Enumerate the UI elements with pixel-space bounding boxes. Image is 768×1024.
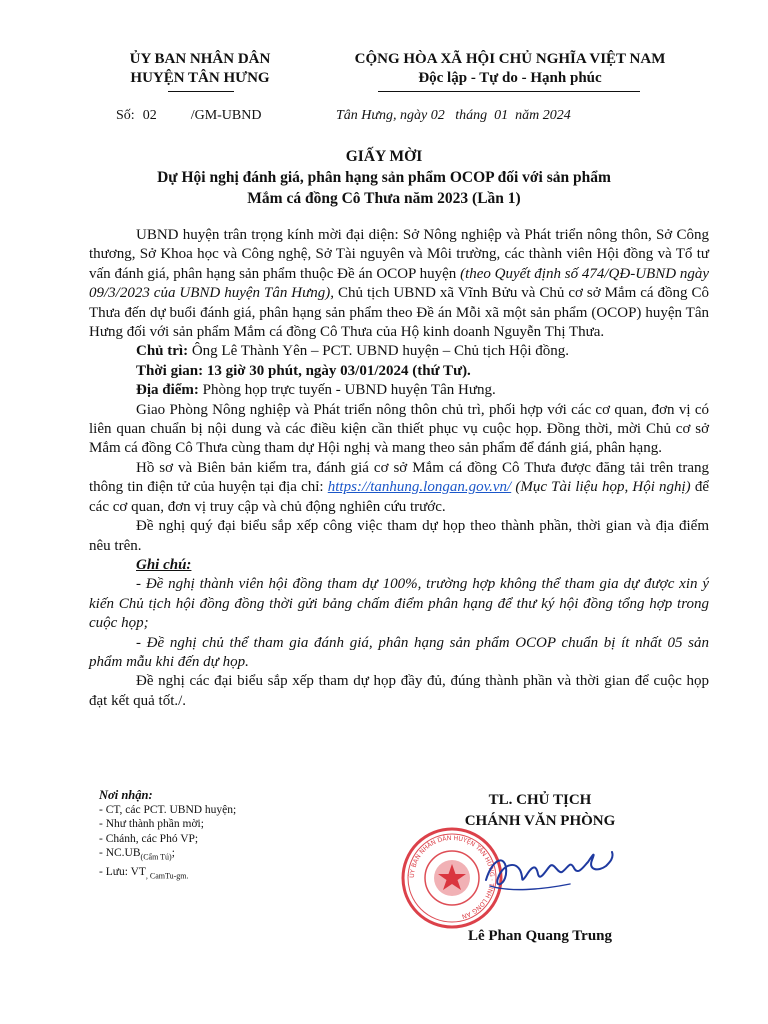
documents-text-cont: để các cơ quan, đơn vị truy cập và chủ động nghiên cứu trước. bbox=[89, 479, 709, 515]
issuer-underline bbox=[168, 91, 234, 92]
issuer-block bbox=[85, 50, 315, 88]
recipients-label: Nơi nhận: bbox=[99, 788, 153, 802]
so-suffix: /GM-UBND bbox=[190, 108, 262, 123]
signer-title-line-1: TL. CHỦ TỊCH bbox=[488, 792, 592, 808]
handwritten-signature bbox=[480, 840, 620, 900]
so-number: 02 bbox=[142, 108, 157, 123]
note-item-2: - Đề nghị chủ thể tham gia đánh giá, phân hạng sản phẩm OCOP chuẩn bị ít nhất 05 sản phẩm mẫu khi đến dự họp. bbox=[89, 634, 709, 670]
seal-text: ỦY BAN NHÂN DÂN HUYỆN TÂN HƯNG · TỈNH LONG AN bbox=[408, 834, 496, 920]
decision-reference: (theo Quyết định số 474/QĐ-UBND ngày 09/3/2023 của UBND huyện Tân Hưng), bbox=[89, 265, 709, 302]
request-paragraph: Đề nghị quý đại biểu sắp xếp công việc tham dự họp theo thành phần, thời gian và địa điểm nêu trên. bbox=[89, 518, 709, 554]
document-body bbox=[89, 226, 709, 711]
issuer-line-1: ỦY BAN NHÂN DÂN bbox=[129, 51, 271, 67]
location-label: Địa điểm: bbox=[136, 382, 199, 399]
title-main: GIẤY MỜI bbox=[345, 148, 423, 165]
nation-name: CỘNG HÒA XÃ HỘI CHỦ NGHĨA VIỆT NAM bbox=[354, 51, 666, 67]
national-motto bbox=[300, 50, 720, 88]
recipient-item bbox=[99, 846, 339, 865]
issuer-line-2: HUYỆN TÂN HƯNG bbox=[130, 70, 270, 86]
note-item-1: - Đề nghị thành viên hội đồng tham dự 100%, trường hợp không thể tham gia dự được xin ý kiến Chủ tịch hội đồng đồng thời gửi bảng chấm điểm phân hạng để thư ký hội đồng tổng hợp trong cuộc họp; bbox=[89, 576, 709, 632]
recipient-text: ; bbox=[171, 847, 175, 859]
chair-value: Ông Lê Thành Yên – PCT. UBND huyện – Chủ tịch Hội đồng. bbox=[188, 343, 570, 360]
signer-title-line-2: CHÁNH VĂN PHÒNG bbox=[464, 813, 616, 829]
title-sub-2: Mắm cá đồng Cô Thưa năm 2023 (Lần 1) bbox=[247, 190, 521, 207]
recipient-text: - NC.UB bbox=[99, 847, 141, 859]
recipient-item: - Như thành phần mời; bbox=[99, 818, 204, 830]
invitation-text-cont: Chủ tịch UBND xã Vĩnh Bửu và Chủ cơ sở Mắm cá đồng Cô Thưa đến dự buổi đánh giá, phân hạng sản phẩm theo Đề án Mỗi xã một sản phẩm (OCOP) huyện Tân Hưng đối với sản phẩm Mắm cá đồng Cô Thưa của Hộ kinh doanh Nguyễn Thị Thưa. bbox=[89, 285, 709, 341]
location-line bbox=[89, 381, 709, 400]
so-label: Số: bbox=[116, 108, 135, 123]
recipient-subscript: , CamTu-gm. bbox=[145, 871, 189, 881]
invitation-paragraph bbox=[89, 226, 709, 342]
closing-paragraph: Đề nghị các đại biểu sắp xếp tham dự họp đầy đủ, đúng thành phần và thời gian để cuộc họp đạt kết quả tốt./. bbox=[89, 673, 709, 709]
website-section: (Mục Tài liệu họp, Hội nghị) bbox=[511, 479, 691, 496]
recipient-item: - CT, các PCT. UBND huyện; bbox=[99, 803, 237, 816]
document-number bbox=[116, 106, 261, 126]
recipient-subscript: (Cẩm Tú) bbox=[140, 852, 172, 862]
documents-text: Hồ sơ và Biên bản kiểm tra, đánh giá cơ sở Mắm cá đồng Cô Thưa được đăng tải trên trang thông tin điện tử của huyện tại địa chỉ: bbox=[89, 459, 709, 496]
time-line: Thời gian: 13 giờ 30 phút, ngày 03/01/2024 (thứ Tư). bbox=[136, 362, 471, 379]
documents-paragraph bbox=[89, 459, 709, 517]
assignment-paragraph: Giao Phòng Nông nghiệp và Phát triển nông thôn chủ trì, phối hợp với các cơ quan, đơn vị có liên quan chuẩn bị nội dung và các điều kiện cần thiết phục vụ cuộc họp. Đồng thời, mời Chủ cơ sở Mắm cá đồng Cô Thưa cùng tham dự Hội nghị và mang theo sản phẩm để đánh giá, phân hạng. bbox=[89, 401, 709, 457]
website-link[interactable]: https://tanhung.longan.gov.vn/ bbox=[327, 479, 512, 496]
motto: Độc lập - Tự do - Hạnh phúc bbox=[418, 70, 602, 86]
invitation-text: UBND huyện trân trọng kính mời đại diện: Sở Nông nghiệp và Phát triển nông thôn, Sở Công thương, Sở Khoa học và Công nghệ, Sở Tài nguyên và Môi trường, các thành viên Hội đồng và Tổ tư vấn đánh giá, phân hạng sản phẩm thuộc Đề án OCOP huyện bbox=[89, 227, 709, 282]
recipient-item: - Chánh, các Phó VP; bbox=[99, 832, 199, 845]
location-value: Phòng họp trực tuyến - UBND huyện Tân Hưng. bbox=[198, 382, 496, 399]
recipient-text: - Lưu: VT bbox=[99, 865, 146, 878]
recipients-block bbox=[99, 788, 339, 884]
chair-line bbox=[89, 342, 709, 361]
recipient-item bbox=[99, 865, 339, 884]
signer-name: Lê Phan Quang Trung bbox=[467, 928, 613, 944]
chair-label: Chủ trì: bbox=[136, 343, 189, 360]
title-sub-1: Dự Hội nghị đánh giá, phân hạng sản phẩm OCOP đối với sản phẩm bbox=[157, 169, 611, 186]
motto-underline bbox=[378, 91, 640, 92]
note-label: Ghi chú: bbox=[136, 556, 192, 573]
document-date: Tân Hưng, ngày 02 tháng 01 năm 2024 bbox=[336, 108, 571, 123]
document-title bbox=[84, 146, 684, 209]
